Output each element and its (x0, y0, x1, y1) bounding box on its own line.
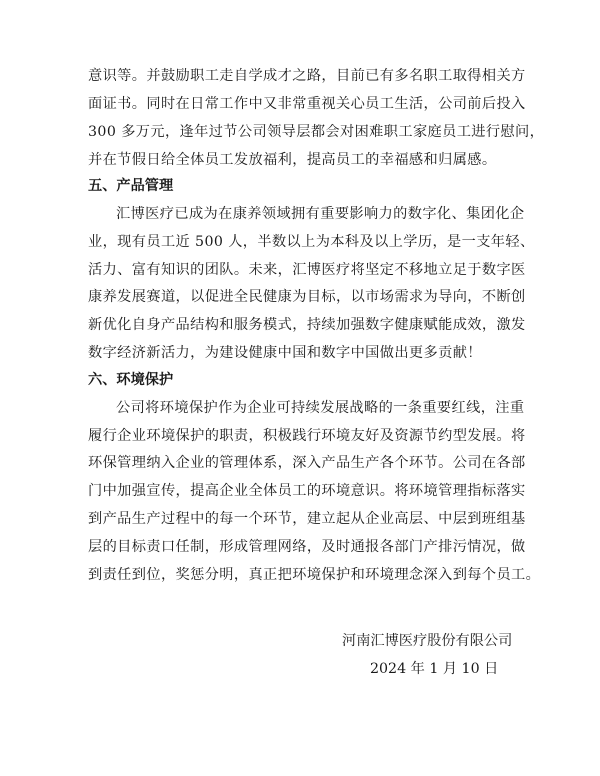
paragraph-line: 履行企业环境保护的职责，积极践行环境友好及资源节约型发展。将 (88, 428, 526, 444)
paragraph-line: 到产品生产过程中的每一个环节，建立起从企业高层、中层到班组基 (88, 511, 526, 527)
paragraph-line: 活力、富有知识的团队。未来，汇博医疗将坚定不移地立足于数字医 (88, 262, 526, 278)
paragraph-line: 数字经济新活力，为建设健康中国和数字中国做出更多贡献！ (88, 345, 482, 361)
paragraph-line: 公司将环境保护作为企业可持续发展战略的一条重要红线，注重 (116, 400, 525, 416)
section-heading-product-management: 五、产品管理 (88, 178, 174, 194)
paragraph-line: 并在节假日给全体员工发放福利，提高员工的幸福感和归属感。 (88, 152, 497, 168)
paragraph-line: 面证书。同时在日常工作中又非常重视关心员工生活，公司前后投入 (88, 96, 526, 112)
paragraph-line: 新优化自身产品结构和服务模式，持续加强数字健康赋能成效，激发 (88, 317, 526, 333)
paragraph-line: 环保管理纳入企业的管理体系，深入产品生产各个环节。公司在各部 (88, 455, 526, 471)
paragraph-line: 层的目标责口任制，形成管理网络，及时通报各部门产排污情况，做 (88, 539, 526, 555)
section-heading-environmental-protection: 六、环境保护 (88, 372, 174, 388)
signature-company: 河南汇博医疗股份有限公司 (342, 633, 513, 649)
paragraph-line: 业，现有员工近 500 人，半数以上为本科及以上学历，是一支年轻、 (88, 234, 535, 250)
paragraph-line: 意识等。并鼓励职工走自学成才之路，目前已有多名职工取得相关方 (88, 68, 526, 84)
paragraph-line: 到责任到位，奖惩分明，真正把环境保护和环境理念深入到每个员工。 (88, 567, 541, 583)
paragraph-line: 300 多万元，逢年过节公司领导层都会对困难职工家庭员工进行慰问， (88, 124, 545, 140)
signature-date: 2024 年 1 月 10 日 (370, 661, 499, 677)
paragraph-line: 门中加强宣传，提高企业全体员工的环境意识。将环境管理指标落实 (88, 483, 526, 499)
paragraph-line: 康养发展赛道，以促进全民健康为目标，以市场需求为导向，不断创 (88, 289, 526, 305)
paragraph-line: 汇博医疗已成为在康养领域拥有重要影响力的数字化、集团化企 (116, 206, 525, 222)
